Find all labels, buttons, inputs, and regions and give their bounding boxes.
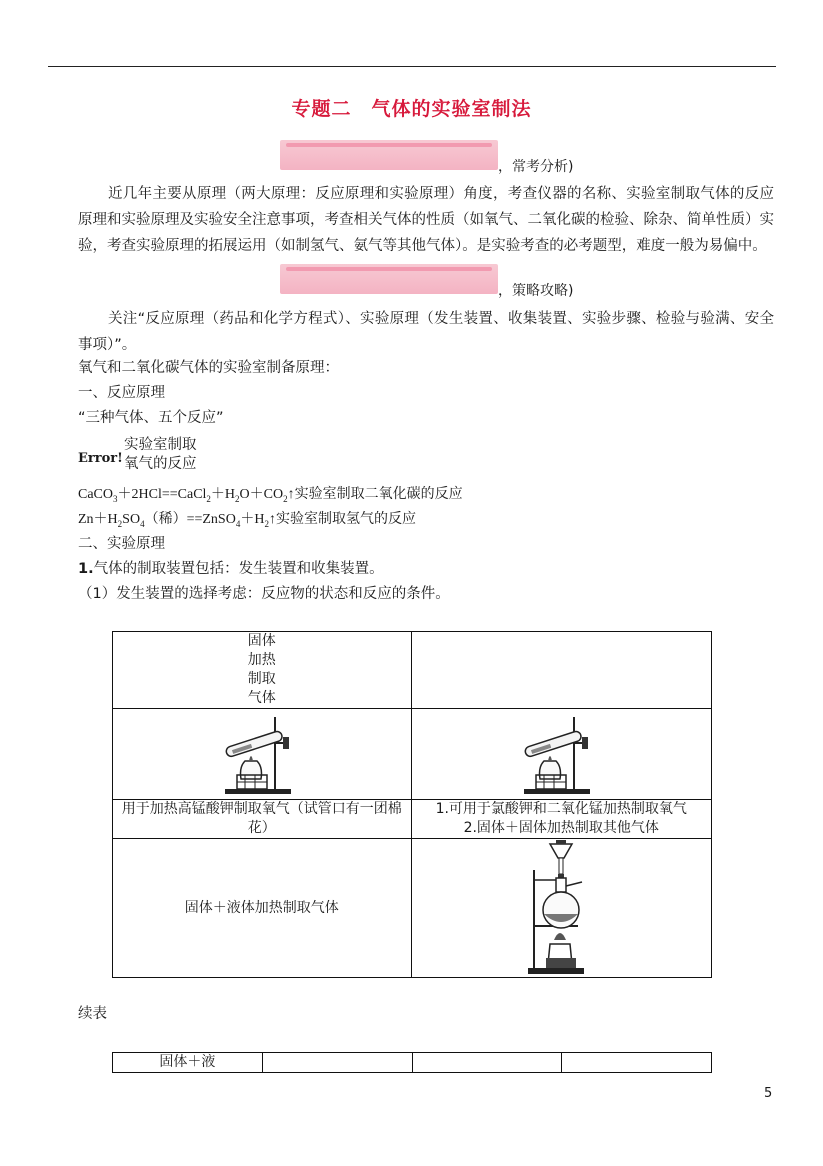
kmno4-description: 用于加热高锰酸钾制取氧气（试管口有一团棉花）	[113, 800, 412, 839]
table-cell-empty	[411, 632, 712, 709]
continued-cell-1: 固体＋液	[113, 1053, 263, 1073]
section-heading-1: 一、反应原理	[78, 385, 165, 401]
kclo3-description: 1.可用于氯酸钾和二氧化锰加热制取氧气 2.固体＋固体加热制取其他气体	[411, 800, 712, 839]
apparatus-image-kclo3	[411, 709, 712, 800]
heating-tube-apparatus-icon	[217, 713, 307, 795]
section-banner-analysis	[280, 140, 498, 170]
h2-equation: $Zn+H_2SO_4$（稀）$==ZnSO_4+H_2↑$实验室制取氢气的反应	[78, 511, 416, 529]
principle-intro: 氧气和二氧化碳气体的实验室制备原理：	[78, 360, 339, 376]
solid-liquid-heat-label: 固体＋液体加热制取气体	[113, 839, 412, 978]
strategy-paragraph: 关注“反应原理（药品和化学方程式）、实验原理（发生装置、收集装置、实验步骤、检验与验满、安全事项）”。	[78, 311, 774, 353]
h2-note: 实验室制取氢气的反应	[275, 511, 416, 527]
section-banner-strategy	[280, 264, 498, 294]
continued-cell-2	[262, 1053, 412, 1073]
continued-label: 续表	[78, 1006, 107, 1022]
banner-label-analysis: ，常考分析)	[498, 159, 574, 175]
heating-tube-apparatus-icon	[516, 713, 606, 795]
continued-cell-3	[412, 1053, 562, 1073]
error-note-1: 实验室制取	[124, 437, 197, 453]
item-1-sub: （1）发生装置的选择考虑：反应物的状态和反应的条件。	[78, 586, 450, 602]
flask-funnel-apparatus-icon	[526, 840, 596, 976]
co2-note: 实验室制取二氧化碳的反应	[294, 486, 463, 502]
three-gases-line: “三种气体、五个反应”	[78, 410, 224, 426]
header-rule	[48, 66, 776, 67]
apparatus-image-kmno4	[113, 709, 412, 800]
error-label: Error!	[78, 451, 123, 466]
intro-paragraph: 近几年主要从原理（两大原理：反应原理和实验原理）角度，考查仪器的名称、实验室制取气体的反应原理和实验原理及实验安全注意事项，考查相关气体的性质（如氧气、二氧化碳的检验、除杂、简单性质）实验，考查实验原理的拓展运用（如制氢气、氨气等其他气体）。是实验考查的必考题型，难度一般为易偏中。	[78, 186, 774, 254]
page-title: 专题二 气体的实验室制法	[291, 98, 532, 120]
apparatus-image-flask	[411, 839, 712, 978]
error-note-2: 氧气的反应	[124, 456, 197, 472]
co2-equation: $CaCO_3+2HCl==CaCl_2+H_2O+CO_2↑$实验室制取二氧化碳的反应	[78, 486, 463, 504]
item-1: 1.气体的制取装置包括：发生装置和收集装置。	[78, 561, 384, 577]
continued-table	[112, 1052, 712, 1073]
table-cell-solid-heat: 固体 加热 制取 气体	[113, 632, 412, 709]
apparatus-table	[112, 631, 712, 978]
banner-label-strategy: ，策略攻略)	[498, 283, 574, 299]
section-heading-2: 二、实验原理	[78, 536, 165, 552]
page-number: 5	[764, 1086, 773, 1101]
continued-cell-4	[562, 1053, 712, 1073]
